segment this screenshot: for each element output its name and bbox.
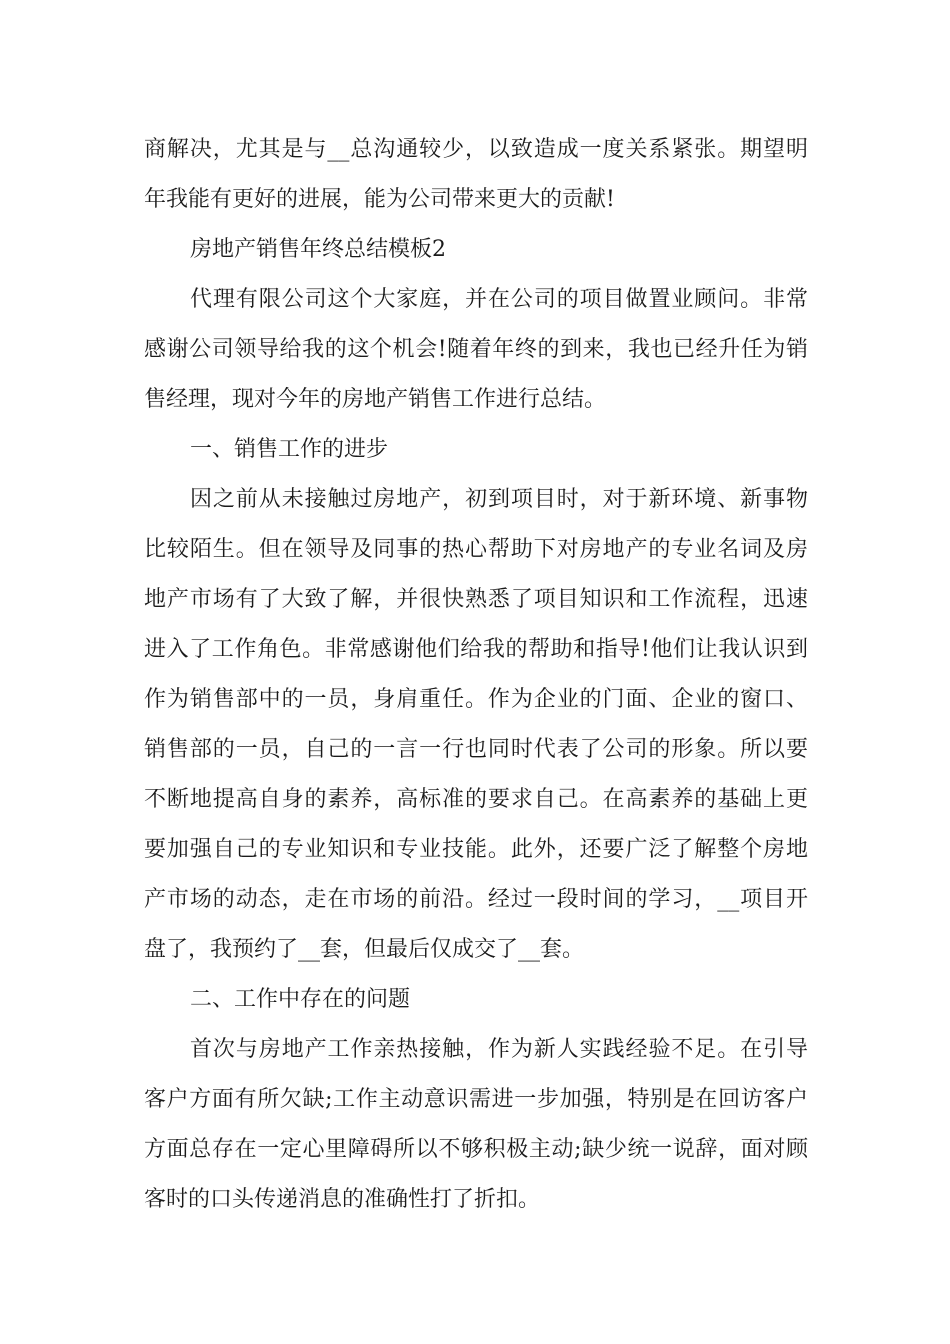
section-heading: 二、工作中存在的问题 [190, 987, 411, 1012]
paragraph-line: 客户方面有所欠缺;工作主动意识需进一步加强，特别是在回访客户 [144, 1087, 808, 1112]
paragraph-line: 作为销售部中的一员，身肩重任。作为企业的门面、企业的窗口、 [144, 687, 808, 712]
paragraph-line: 售经理，现对今年的房地产销售工作进行总结。 [144, 387, 607, 412]
paragraph-line: 要加强自己的专业知识和专业技能。此外，还要广泛了解整个房地 [144, 837, 808, 862]
paragraph-line: 销售部的一员，自己的一言一行也同时代表了公司的形象。所以要 [144, 737, 808, 762]
paragraph-line: 方面总存在一定心里障碍所以不够积极主动;缺少统一说辞，面对顾 [144, 1137, 808, 1162]
section-title: 房地产销售年终总结模板2 [190, 237, 446, 262]
document-body [144, 125, 808, 1225]
paragraph-line: 感谢公司领导给我的这个机会!随着年终的到来，我也已经升任为销 [144, 337, 808, 362]
paragraph-line: 因之前从未接触过房地产，初到项目时，对于新环境、新事物 [190, 487, 808, 512]
paragraph-line: 年我能有更好的进展，能为公司带来更大的贡献! [144, 187, 615, 212]
paragraph-line: 地产市场有了大致了解，并很快熟悉了项目知识和工作流程，迅速 [144, 587, 808, 612]
paragraph-line: 首次与房地产工作亲热接触，作为新人实践经验不足。在引导 [190, 1037, 808, 1062]
paragraph-line: 不断地提高自身的素养，高标准的要求自己。在高素养的基础上更 [144, 787, 808, 812]
paragraph-line: 进入了工作角色。非常感谢他们给我的帮助和指导!他们让我认识到 [144, 637, 808, 662]
paragraph-line: 代理有限公司这个大家庭，并在公司的项目做置业顾问。非常 [190, 287, 808, 312]
paragraph-line: 产市场的动态，走在市场的前沿。经过一段时间的学习，__项目开 [144, 887, 808, 912]
paragraph-line: 商解决，尤其是与__总沟通较少，以致造成一度关系紧张。期望明 [144, 137, 808, 162]
paragraph-line: 比较陌生。但在领导及同事的热心帮助下对房地产的专业名词及房 [144, 537, 808, 562]
paragraph-line: 客时的口头传递消息的准确性打了折扣。 [144, 1187, 541, 1212]
section-heading: 一、销售工作的进步 [190, 437, 389, 462]
paragraph-line: 盘了，我预约了__套，但最后仅成交了__套。 [144, 937, 585, 962]
